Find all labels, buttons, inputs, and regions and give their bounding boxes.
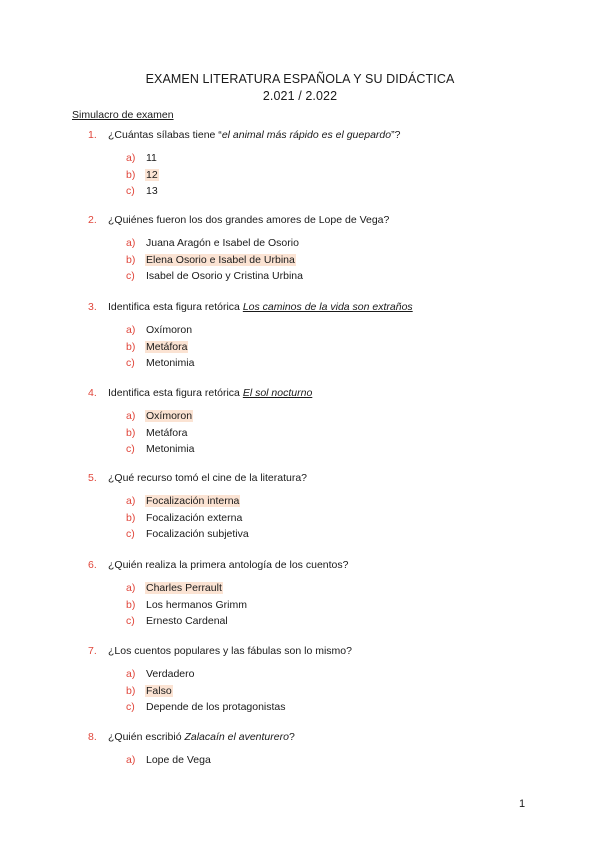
question-text: Identifica esta figura retórica Los caminos de la vida son extraños	[108, 301, 413, 313]
option-text-highlighted: Falso	[146, 684, 172, 697]
page-number: 1	[519, 798, 526, 810]
question-number: 3.	[88, 301, 97, 313]
question-4	[0, 387, 600, 455]
option-text: Metonimia	[146, 443, 195, 455]
option-b	[0, 512, 600, 529]
question-number: 2.	[88, 214, 97, 226]
option-letter: a)	[126, 152, 136, 164]
option-letter: a)	[126, 582, 136, 594]
question-7	[0, 645, 600, 713]
option-text: Metáfora	[146, 426, 188, 439]
question-text: ¿Quién escribió Zalacaín el aventurero?	[108, 731, 295, 743]
option-a	[0, 582, 600, 599]
option-b	[0, 427, 600, 444]
option-letter: a)	[126, 324, 136, 336]
question-number: 4.	[88, 387, 97, 399]
question-number: 6.	[88, 559, 97, 571]
option-text-highlighted: Focalización interna	[146, 495, 240, 507]
exam-subtitle: Simulacro de examen	[72, 109, 174, 121]
option-letter: c)	[126, 701, 135, 713]
option-letter: b)	[126, 684, 136, 697]
question-5	[0, 472, 600, 540]
option-a	[0, 237, 600, 254]
option-a	[0, 495, 600, 512]
option-c	[0, 528, 600, 545]
option-a	[0, 324, 600, 341]
option-text: Depende de los protagonistas	[146, 701, 286, 713]
question-text: ¿Quiénes fueron los dos grandes amores de Lope de Vega?	[108, 214, 390, 226]
option-text: Oxímoron	[146, 324, 193, 336]
option-c	[0, 443, 600, 460]
option-b	[0, 599, 600, 616]
option-letter: b)	[126, 253, 136, 266]
option-text: Ernesto Cardenal	[146, 615, 228, 627]
exam-title: EXAMEN LITERATURA ESPAÑOLA Y SU DIDÁCTICA	[145, 72, 455, 86]
option-a	[0, 410, 600, 427]
question-number: 8.	[88, 731, 97, 743]
question-number: 5.	[88, 472, 97, 484]
option-text: Juana Aragón e Isabel de Osorio	[146, 237, 299, 249]
option-text-highlighted: Oxímoron	[146, 410, 193, 422]
option-text: Metonimia	[146, 357, 195, 369]
question-1	[0, 129, 600, 197]
option-letter: b)	[126, 340, 136, 353]
option-letter: c)	[126, 357, 135, 369]
option-letter: a)	[126, 668, 136, 680]
option-letter: a)	[126, 237, 136, 249]
option-text-highlighted: 12	[146, 168, 158, 181]
option-letter: a)	[126, 754, 136, 766]
option-letter: c)	[126, 270, 135, 282]
option-text: Verdadero	[146, 668, 195, 680]
option-letter: b)	[126, 168, 136, 181]
question-text: ¿Qué recurso tomó el cine de la literatura?	[108, 472, 308, 484]
option-text: Focalización externa	[146, 511, 243, 524]
option-letter: b)	[126, 426, 136, 439]
option-letter: a)	[126, 410, 136, 422]
option-letter: c)	[126, 615, 135, 627]
option-letter: b)	[126, 511, 136, 524]
question-text: ¿Los cuentos populares y las fábulas son lo mismo?	[108, 645, 352, 657]
question-text: ¿Quién realiza la primera antología de los cuentos?	[108, 559, 349, 571]
option-text-highlighted: Elena Osorio e Isabel de Urbina	[146, 253, 295, 266]
question-8	[0, 731, 600, 766]
question-6	[0, 559, 600, 627]
option-c	[0, 357, 600, 374]
option-a	[0, 152, 600, 169]
option-b	[0, 685, 600, 702]
option-c	[0, 701, 600, 718]
option-b	[0, 341, 600, 358]
exam-year: 2.021 / 2.022	[262, 89, 338, 103]
option-text-highlighted: Metáfora	[146, 340, 188, 353]
option-text: Focalización subjetiva	[146, 528, 249, 540]
option-a	[0, 754, 600, 771]
option-letter: c)	[126, 443, 135, 455]
question-3	[0, 301, 600, 369]
option-letter: c)	[126, 185, 135, 197]
option-b	[0, 254, 600, 271]
option-letter: c)	[126, 528, 135, 540]
question-text: Identifica esta figura retórica El sol nocturno	[108, 387, 313, 399]
question-number: 7.	[88, 645, 97, 657]
option-text: 13	[146, 185, 158, 197]
option-text-highlighted: Charles Perrault	[146, 582, 222, 594]
question-number: 1.	[88, 129, 97, 141]
option-letter: b)	[126, 598, 136, 611]
option-text: Los hermanos Grimm	[146, 598, 247, 611]
option-b	[0, 169, 600, 186]
option-a	[0, 668, 600, 685]
option-text: Lope de Vega	[146, 754, 211, 766]
question-text: ¿Cuántas sílabas tiene “el animal más rápido es el guepardo”?	[108, 129, 401, 141]
question-2	[0, 214, 600, 282]
option-text: 11	[146, 152, 157, 164]
option-c	[0, 185, 600, 202]
option-text: Isabel de Osorio y Cristina Urbina	[146, 270, 303, 282]
option-c	[0, 270, 600, 287]
option-letter: a)	[126, 495, 136, 507]
option-c	[0, 615, 600, 632]
